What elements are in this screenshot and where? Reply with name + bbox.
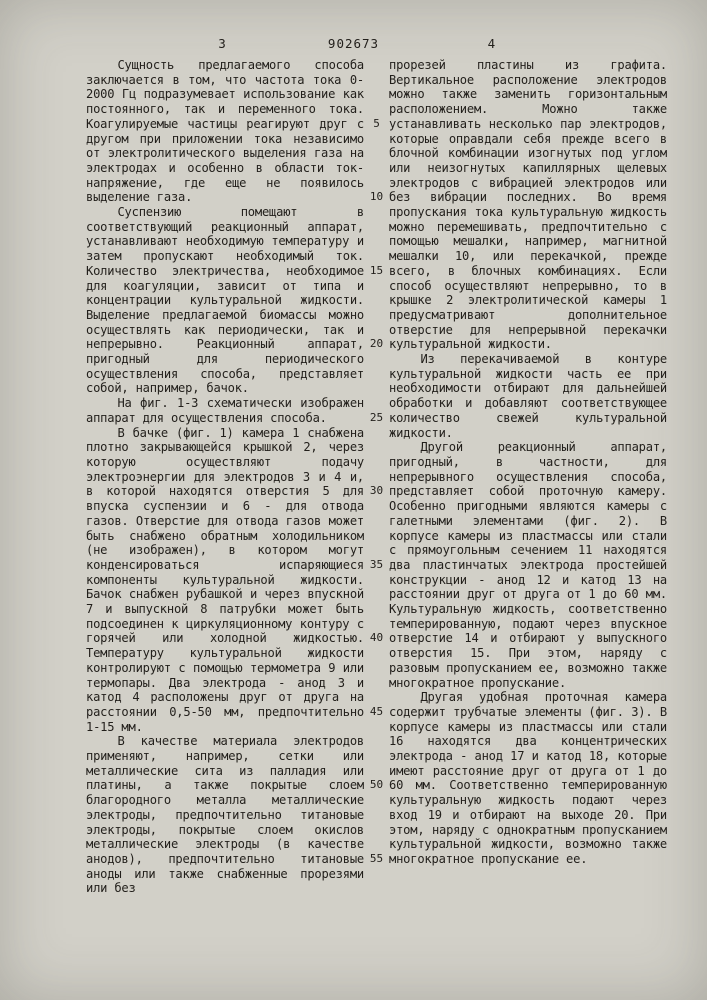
left-column <box>86 58 364 896</box>
page-number-right: 4 <box>487 36 496 51</box>
paragraph: Из перекачиваемой в контуре культуральной жидкости часть ее при необходимости отбирают для дальнейшей обработки и добавляют соответствующее количество свежей культуральной жидкости. <box>389 352 667 440</box>
line-number: 55 <box>369 852 384 865</box>
line-number: 35 <box>369 558 384 571</box>
line-number: 45 <box>369 705 384 718</box>
paragraph: Другая удобная проточная камера содержит трубчатые элементы (фиг. 3). В корпусе камеры из пластмассы или стали 16 находятся два концентрических электрода - анод 17 и катод 18, которые имеют расстояние друг от друга от 1 до 60 мм. Соответственно темперированную культуральную жидкость подают через вход 19 и отбирают на выходе 20. При этом, наряду с однократным пропусканием культуральной жидкости, возможно также многократное пропускание ее. <box>389 690 667 866</box>
page-header <box>0 36 707 54</box>
text-columns <box>86 58 667 896</box>
page-number-left: 3 <box>218 36 226 51</box>
line-number: 10 <box>369 190 384 203</box>
paragraph: прорезей пластины из графита. Вертикальное расположение электродов можно также заменить горизонтальным расположением. Можно также устанавливать несколько пар электродов, которые оправдали себя прежде всего в блочной комбинации изогнутых под углом или неизогнутых капиллярных щелевых электродов с вибрацией электродов или без вибрации последних. Во время пропускания тока культуральную жидкость можно перемешивать, предпочтительно с помощью мешалки, например, магнитной мешалки 10, или перекачкой, прежде всего, в блочных комбинациях. Если способ осуществляют непрерывно, то в крышке 2 электролитической камеры 1 предусматривают дополнительное отверстие для непрерывной перекачки культуральной жидкости. <box>389 58 667 352</box>
patent-number: 902673 <box>327 36 380 51</box>
line-number: 25 <box>369 411 384 424</box>
paragraph: Суспензию помещают в соответствующий реакционный аппарат, устанавливают необходимую температуру и затем пропускают необходимый ток. Количество электричества, необходимое для коагуляции, зависит от типа и концентрации культуральной жидкости. Выделение предлагаемой биомассы можно осуществлять как периодически, так и непрерывно. Реакционный аппарат, пригодный для периодического осуществления способа, представляет собой, например, бачок. <box>86 205 364 396</box>
paragraph: В качестве материала электродов применяют, например, сетки или металлические сита из палладия или платины, а также покрытые слоем благородного металла металлические электроды, предпочтительно титановые электроды, покрытые слоем окислов металлические электроды (в качестве анодов), предпочтительно титановые аноды или также снабженные прорезями или без <box>86 734 364 896</box>
line-number: 5 <box>373 117 380 130</box>
paragraph: Другой реакционный аппарат, пригодный, в частности, для непрерывного осуществления способа, представляет собой проточную камеру. Особенно пригодными являются камеры с галетными элементами (фиг. 2). В корпусе камеры из пластмассы или стали с прямоугольным сечением 11 находятся два пластинчатых электрода простейшей конструкции - анод 12 и катод 13 на расстоянии друг от друга от 1 до 60 мм. Культуральную жидкость, соответственно темперированную, подают через впускное отверстие 14 и отбирают у выпускного отверстия 15. При этом, наряду с разовым пропусканием ее, возможно также многократное пропускание. <box>389 440 667 690</box>
right-column <box>389 58 667 896</box>
line-number: 20 <box>369 337 384 350</box>
line-number: 50 <box>369 778 384 791</box>
line-number: 40 <box>369 631 384 644</box>
paragraph: На фиг. 1-3 схематически изображен аппарат для осуществления способа. <box>86 396 364 425</box>
paragraph: Сущность предлагаемого способа заключается в том, что частота тока 0-2000 Гц подразумевает использование как постоянного, так и переменного тока. Коагулируемые частицы реагируют друг с другом при приложении тока независимо от электролитического выделения газа на электродах и особенно в области ток-напряжение, где еще не появилось выделение газа. <box>86 58 364 205</box>
paragraph: В бачке (фиг. 1) камера 1 снабжена плотно закрывающейся крышкой 2, через которую осуществляют подачу электроэнергии для электродов 3 и 4 и, в которой находятся отверстия 5 для впуска суспензии и 6 - для отвода газов. Отверстие для отвода газов может быть снабжено обратным холодильником (не изображен), в котором могут конденсироваться испаряющиеся компоненты культуральной жидкости. Бачок снабжен рубашкой и через впускной 7 и выпускной 8 патрубки может быть подсоединен к циркуляционному контуру с горячей или холодной жидкостью. Температуру культуральной жидкости контролируют с помощью термометра 9 или термопары. Два электрода - анод 3 и катод 4 расположены друг от друга на расстоянии 0,5-50 мм, предпочтительно 1-15 мм. <box>86 425 364 734</box>
line-number: 15 <box>369 264 384 277</box>
line-number: 30 <box>369 484 384 497</box>
line-number-gutter <box>364 58 389 896</box>
